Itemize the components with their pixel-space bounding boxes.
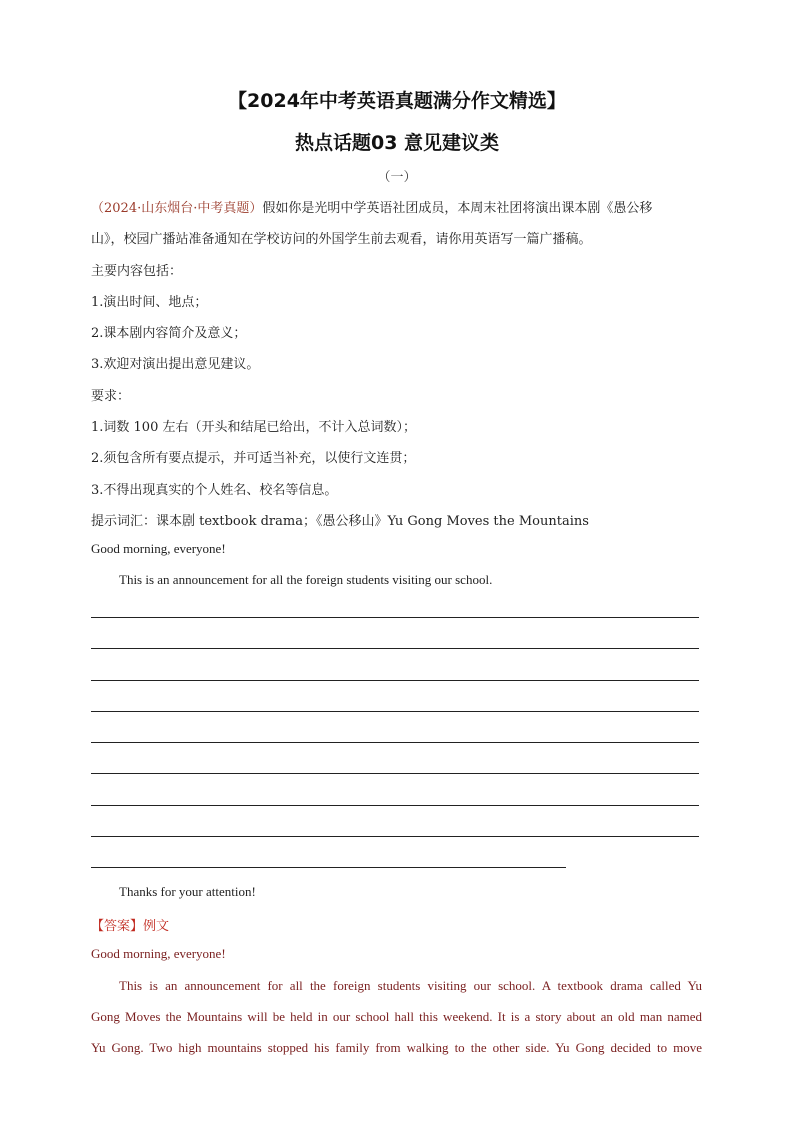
prompt-line-1-text: 假如你是光明中学英语社团成员，本周末社团将演出课本剧《愚公移: [262, 201, 653, 216]
writing-line[interactable]: [91, 836, 699, 837]
answer-label: 【答案】: [91, 919, 144, 934]
writing-line[interactable]: [91, 742, 699, 743]
writing-line[interactable]: [91, 773, 699, 774]
document-subtitle: 热点话题03 意见建议类: [294, 132, 500, 154]
prompt-line-1: [91, 197, 652, 216]
writing-line[interactable]: [91, 680, 699, 681]
answer-label-suffix: 例文: [143, 919, 170, 934]
prompt-source: （2024·山东烟台·中考真题）: [91, 201, 263, 216]
answer-heading: [91, 915, 169, 934]
writing-line[interactable]: [91, 711, 699, 712]
writing-line[interactable]: [91, 867, 566, 868]
requirement-item-2: 2.须包含所有要点提示，并可适当补充，以使行文连贯；: [91, 451, 416, 466]
answer-line-3: Yu Gong. Two high mountains stopped his family from walking to the other side. Yu Gong decided to move: [91, 1040, 702, 1055]
answer-line-2: Gong Moves the Mountains will be held in our school hall this weekend. It is a story about an old man named: [91, 1009, 702, 1024]
content-item-1: 1.演出时间、地点；: [91, 295, 208, 310]
opening-sentence: This is an announcement for all the foreign students visiting our school.: [119, 572, 493, 587]
answer-greeting: Good morning, everyone!: [91, 946, 226, 961]
document-title: 【2024年中考英语真题满分作文精选】: [228, 90, 566, 112]
requirement-item-3: 3.不得出现真实的个人姓名、校名等信息。: [91, 483, 338, 498]
content-heading: 主要内容包括：: [91, 264, 183, 279]
section-number: （一）: [377, 170, 417, 185]
content-item-2: 2.课本剧内容简介及意义；: [91, 326, 247, 341]
writing-line[interactable]: [91, 617, 699, 618]
content-item-3: 3.欢迎对演出提出意见建议。: [91, 357, 260, 372]
requirements-heading: 要求：: [91, 389, 131, 404]
closing-sentence: Thanks for your attention!: [119, 884, 256, 899]
prompt-line-2: 山》，校园广播站准备通知在学校访问的外国学生前去观看，请你用英语写一篇广播稿。: [91, 232, 592, 247]
vocabulary-hint: 提示词汇：课本剧 textbook drama；《愚公移山》Yu Gong Moves the Mountains: [91, 514, 589, 529]
greeting: Good morning, everyone!: [91, 541, 226, 556]
writing-line[interactable]: [91, 805, 699, 806]
answer-line-1: This is an announcement for all the foreign students visiting our school. A textbook drama called Yu: [119, 978, 702, 993]
writing-line[interactable]: [91, 648, 699, 649]
requirement-item-1: 1.词数 100 左右（开头和结尾已给出，不计入总词数）；: [91, 420, 416, 435]
